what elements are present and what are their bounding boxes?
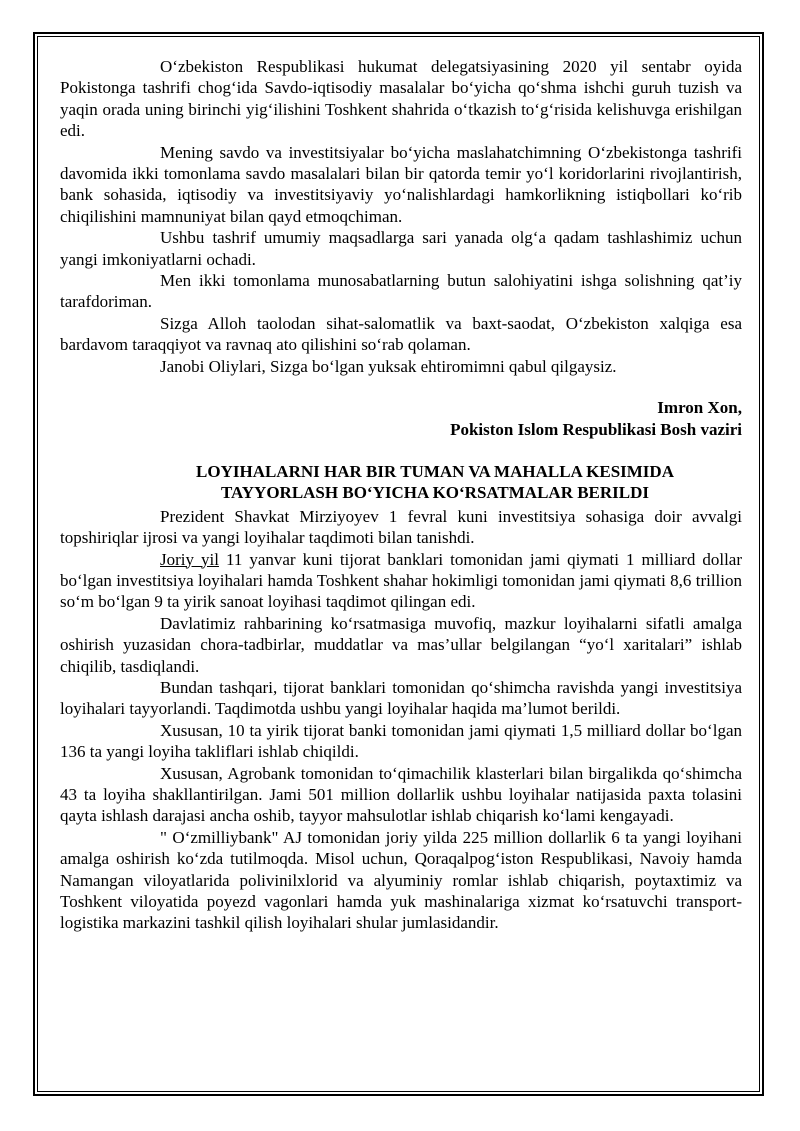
- document-body: [60, 56, 742, 934]
- article-heading-line-2: TAYYORLASH BO‘YICHA KO‘RSATMALAR BERILDI: [220, 483, 650, 503]
- article-heading: [60, 461, 742, 504]
- letter-paragraph-4: Men ikki tomonlama munosabatlarning butun salohiyatini ishga solishning qat’iy tarafdoriman.: [60, 271, 742, 312]
- article-paragraph-6: Xususan, Agrobank tomonidan to‘qimachilik klasterlari bilan birgalikda qo‘shimcha 43 ta loyiha shakllantirilgan. Jami 501 million dollarlik ushbu loyihalar natijasida paxta tolasini qayta ishlash darajasi ancha oshib, tayyor mahsulotlar ishlab chiqarish ko‘lami kengayadi.: [60, 763, 742, 826]
- letter-paragraph-3: Ushbu tashrif umumiy maqsadlarga sari yanada olg‘a qadam tashlashimiz uchun yangi imkoniyatlarni ochadi.: [60, 228, 742, 269]
- article-paragraph-2: [60, 549, 742, 613]
- letter-paragraph-6: Janobi Oliylari, Sizga bo‘lgan yuksak ehtiromimni qabul qilgaysiz.: [160, 356, 617, 376]
- article-paragraph-5: Xususan, 10 ta yirik tijorat banki tomonidan jami qiymati 1,5 milliard dollar bo‘lgan 136 ta yangi loyiha takliflari ishlab chiqildi.: [60, 720, 742, 762]
- article-paragraph-7: " O‘zmilliybank" AJ tomonidan joriy yilda 225 million dollarlik 6 ta yangi loyihani amalga oshirish ko‘zda tutilmoqda. Misol uchun, Qoraqalpog‘iston Respublikasi, Navoiy hamda Namangan viloyatlarida polivinilxlorid va alyuminiy romlar ishlab chiqarish, poytaxtimiz va Toshkent viloyatida poyezd vagonlari hamda yuk mashinalariga xizmat ko‘rsatuvchi transport-logistika markazini tashkil qilish loyihalari shular jumlasidandir.: [60, 827, 742, 933]
- underlined-phrase: Joriy yil: [160, 549, 219, 569]
- letter-paragraph-2: Mening savdo va investitsiyalar bo‘yicha maslahatchimning O‘zbekistonga tashrifi davomida ikki tomonlama savdo masalalari bilan bir qatorda temir yo‘l koridorlarini rivojlantirish, bank sohasida, iqtisodiy va investitsiyaviy yo‘nalishlardagi hamkorlikning istiqbollari ko‘rib chiqilishini mamnuniyat bilan qayd etmoqchiman.: [60, 142, 742, 226]
- signature-name: Imron Xon,: [657, 398, 742, 418]
- article-paragraph-3: Davlatimiz rahbarining ko‘rsatmasiga muvofiq, mazkur loyihalarni sifatli amalga oshirish yuzasidan chora-tadbirlar, muddatlar va mas’ullar belgilangan “yo‘l xaritalari” ishlab chiqilib, tasdiqlandi.: [60, 613, 742, 676]
- signature-title: Pokiston Islom Respublikasi Bosh vaziri: [450, 419, 742, 439]
- letter-paragraph-5: Sizga Alloh taolodan sihat-salomatlik va baxt-saodat, O‘zbekiston xalqiga esa bardavom taraqqiyot va ravnaq ato qilishini so‘rab qolaman.: [60, 313, 742, 355]
- letter-paragraph-1: O‘zbekiston Respublikasi hukumat delegatsiyasining 2020 yil sentabr oyida Pokistonga tashrifi chog‘ida Savdo-iqtisodiy masalalar bo‘yicha qo‘shma ishchi guruh tuzish va yaqin orada uning birinchi yig‘ilishini Toshkent shahrida o‘tkazish to‘g‘risida kelishuvga erishilgan edi.: [60, 57, 742, 141]
- article-paragraph-4: Bundan tashqari, tijorat banklari tomonidan qo‘shimcha ravishda yangi investitsiya loyihalari tayyorlandi. Taqdimotda ushbu yangi loyihalar haqida ma’lumot berildi.: [60, 677, 742, 719]
- article-heading-line-1: LOYIHALARNI HAR BIR TUMAN VA MAHALLA KESIMIDA: [196, 461, 674, 481]
- article-paragraph-2-text: 11 yanvar kuni tijorat banklari tomonidan jami qiymati 1 milliard dollar bo‘lgan investitsiya loyihalari hamda Toshkent shahar hokimligi tomonidan jami qiymati 8,6 trillion so‘m bo‘lgan 9 ta yirik sanoat loyihasi taqdimot qilingan edi.: [60, 549, 742, 612]
- article-paragraph-1: Prezident Shavkat Mirziyoyev 1 fevral kuni investitsiya sohasiga doir avvalgi topshiriqlar ijrosi va yangi loyihalar taqdimoti bilan tanishdi.: [60, 506, 742, 548]
